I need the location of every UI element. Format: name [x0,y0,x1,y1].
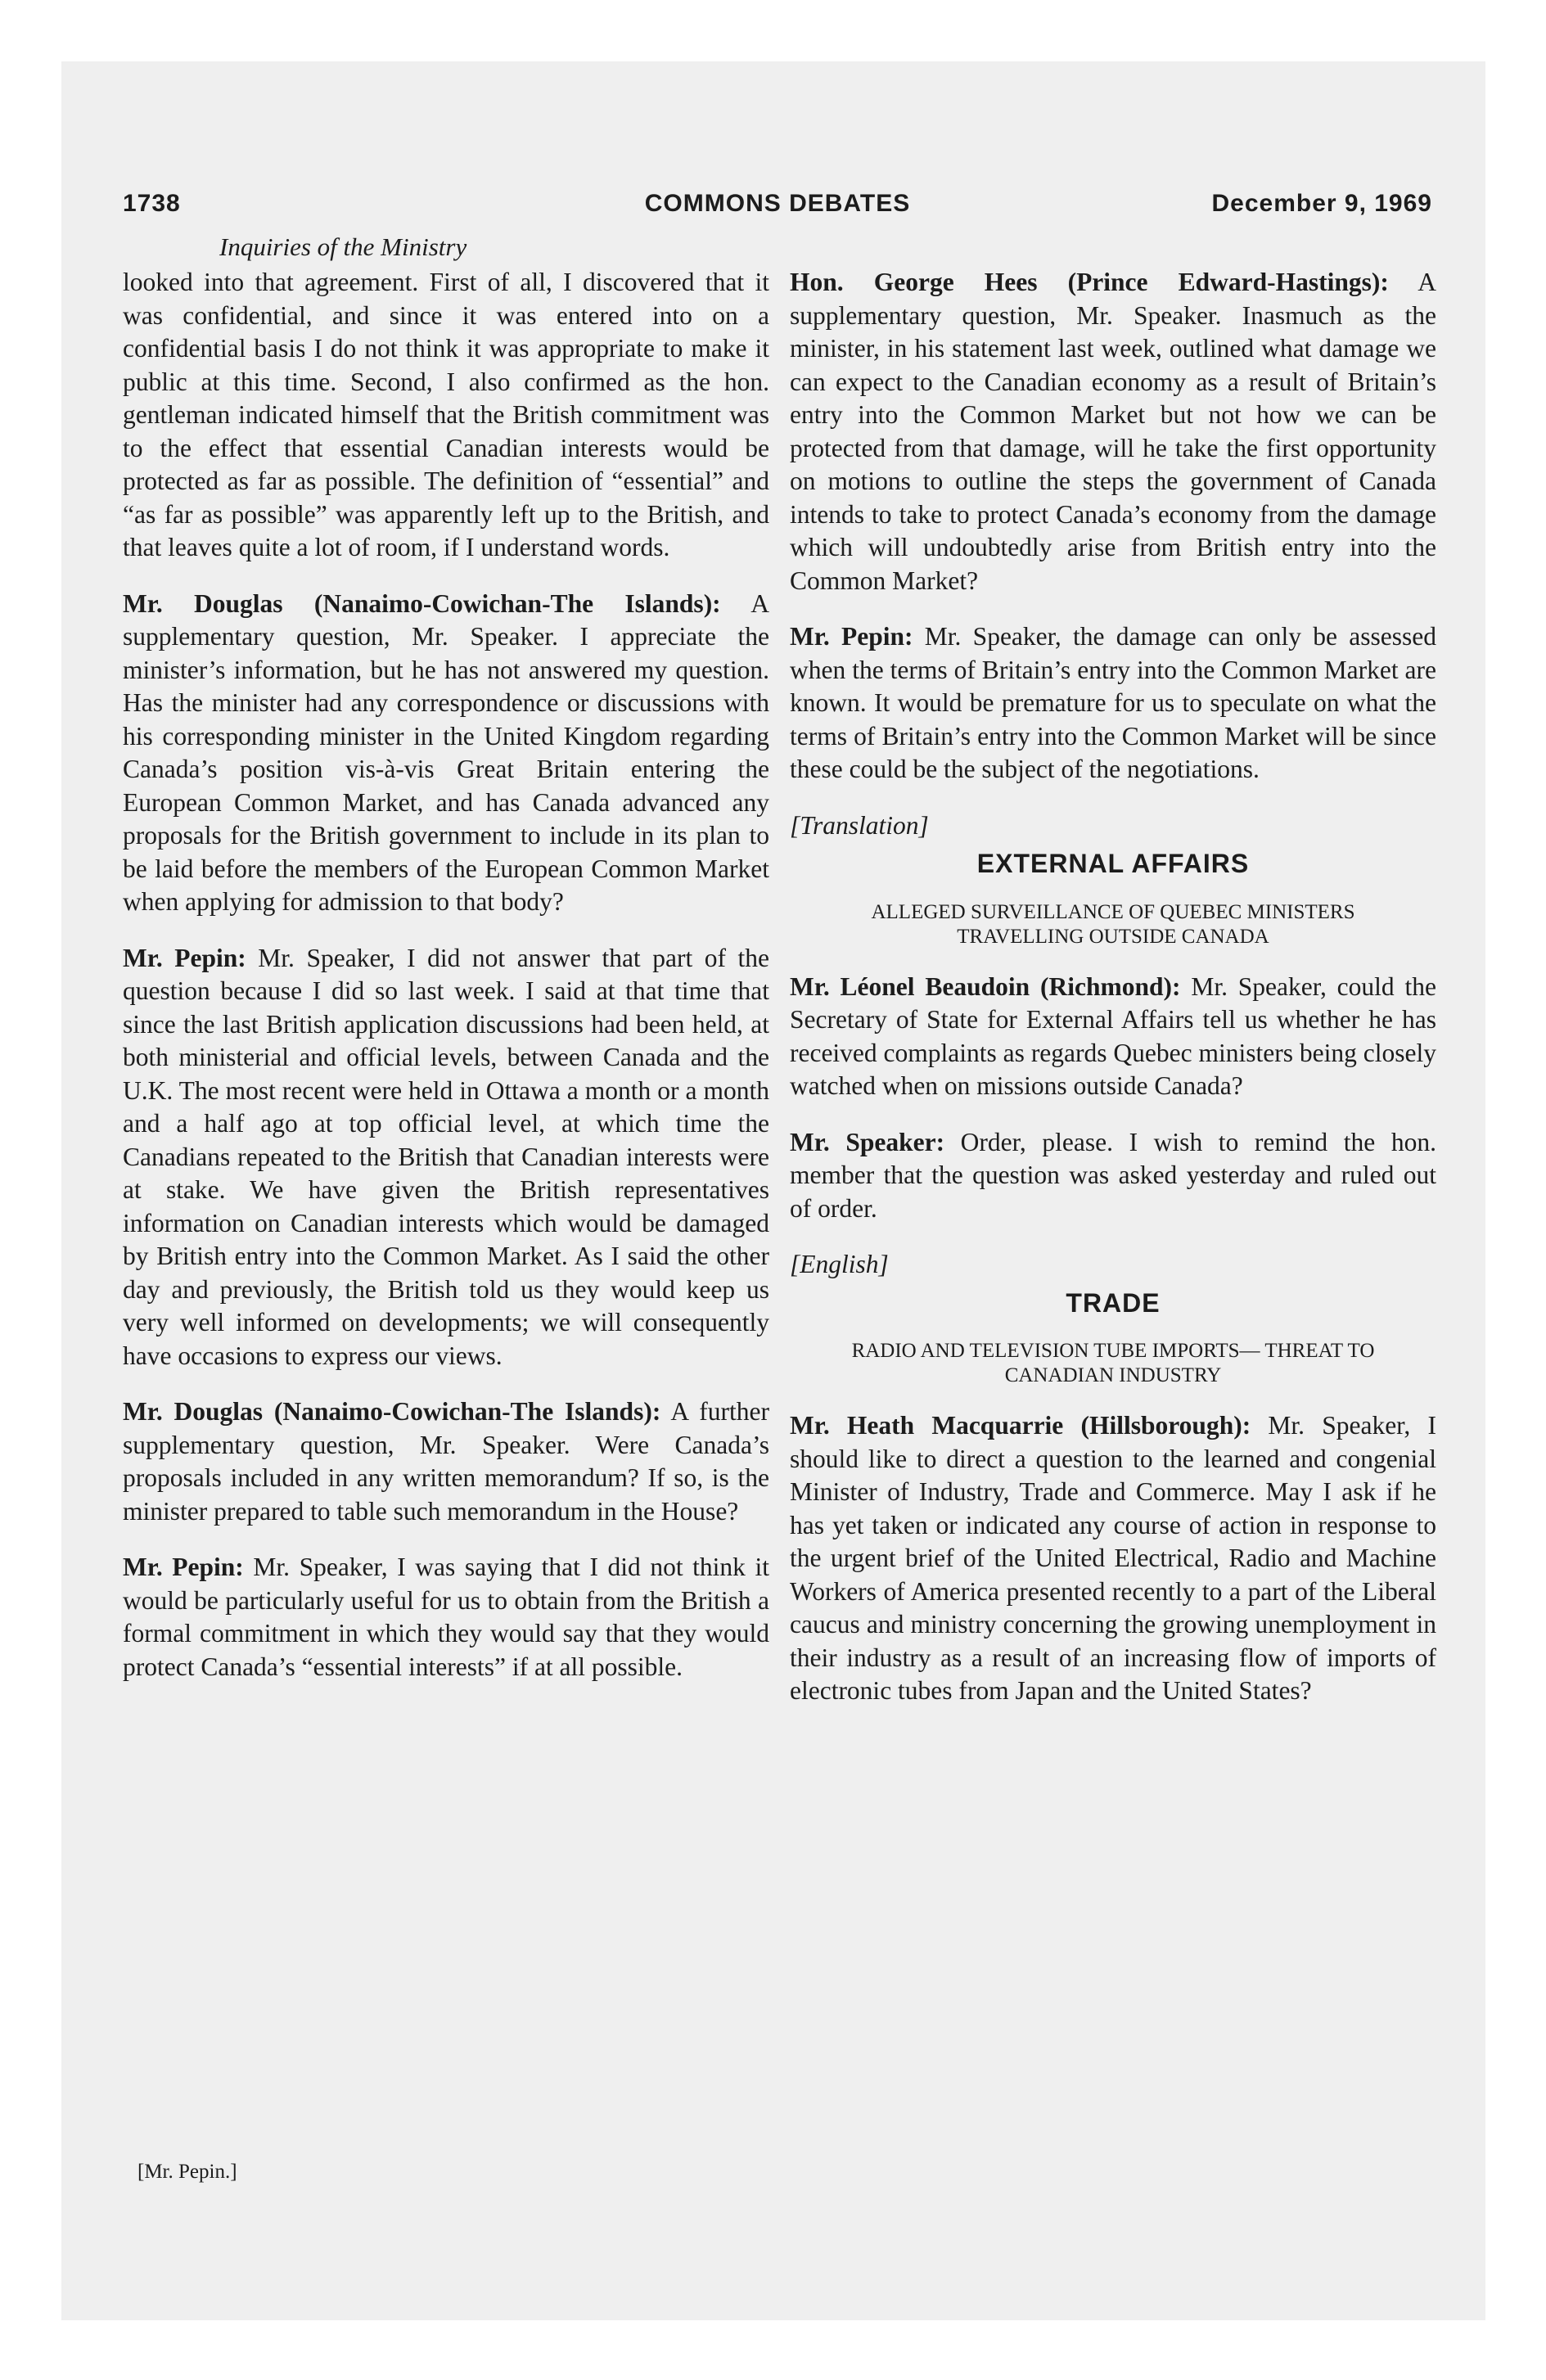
paragraph [123,1551,769,1684]
paragraph-text: Order, please. I wish to remind the hon. member that the question was asked yesterday and ruled out of order. [790,1127,1437,1223]
running-head: Inquiries of the Ministry [219,232,467,261]
paragraph [790,971,1436,1103]
paragraph-text: Mr. Speaker, I was saying that I did not think it would be particularly useful for us to obtain from the British a formal commitment in which they would say that they would protect Canada’s “essential interests” if at all possible. [123,1553,770,1681]
publication-title: COMMONS DEBATES [644,190,911,217]
speaker-name: Mr. Pepin: [123,943,246,972]
page-header [123,190,1432,231]
paragraph-text: Mr. Speaker, I did not answer that part of the question because I did so last week. I said at that time that since the last British application discussions had been held, at both ministerial and official levels, between Canada and the U.K. The most recent were held in Ottawa a month or a month and a half ago at top official level, at which time the Canadians repeated to the British that Canadian interests were at stake. We have given the British representatives information on Canadian interests which would be damaged by British entry into the Common Market. As I said the other day and previously, the British told us they would keep us very well informed on developments; we will consequently have occasions to express our views. [123,943,769,1370]
paragraph-text: A supplementary question, Mr. Speaker. I appreciate the minister’s information, but he has not answered my question. Has the minister had any correspondence or discussions with his corresponding minister in the United Kingdom regarding Canada’s position vis-à-vis Great Britain entering the European Common Market, and has Canada advanced any proposals for the British government to include in its plan to be laid before the members of the European Common Market when applying for admission to that body? [123,588,769,916]
paragraph-text: Mr. Speaker, I should like to direct a question to the learned and congenial Minister of Industry, Trade and Commerce. May I ask if he has yet taken or indicated any course of action in response to the urgent brief of the United Electrical, Radio and Machine Workers of America presented recently to a part of the Liberal caucus and ministry concerning the growing unemployment in their industry as a result of an increasing flow of imports of electronic tubes from Japan and the United States? [790,1411,1436,1705]
speaker-name: Mr. Léonel Beaudoin (Richmond): [790,971,1181,1001]
paragraph-text: A supplementary question, Mr. Speaker. Inasmuch as the minister, in his statement last week, outlined what damage we can expect to the Canadian economy as a result of Britain’s entry into the Common Market but not how we can be protected from that damage, will he take the first opportunity on motions to outline the steps the government of Canada intends to take to protect Canada’s economy from the damage which will undoubtedly arise from British entry into the Common Market? [790,268,1436,595]
speaker-name: Hon. George Hees (Prince Edward-Hastings): [790,268,1389,296]
paragraph [790,1409,1436,1708]
paragraph [790,266,1436,597]
right-column [790,266,1436,1731]
page-number: 1738 [123,190,181,217]
section-heading-external-affairs: EXTERNAL AFFAIRS [976,849,1250,878]
page-date: December 9, 1969 [1211,190,1432,217]
speaker-name: Mr. Douglas (Nanaimo-Cowichan-The Islands): [123,1397,661,1426]
paragraph [123,1395,769,1528]
speaker-name: Mr. Speaker: [790,1127,945,1156]
english-mark: [English] [790,1250,889,1278]
subheading-tube-imports: RADIO AND TELEVISION TUBE IMPORTS— THREAT TO CANADIAN INDUSTRY [851,1340,1375,1386]
paragraph [790,620,1436,787]
paragraph [123,588,769,919]
speaker-name: Mr. Heath Macquarrie (Hillsborough): [790,1411,1251,1440]
paragraph-text: Mr. Speaker, the damage can only be assessed when the terms of Britain’s entry into the Common Market are known. It would be premature for us to speculate on what the terms of Britain’s entry into the Common Market will be since these could be the subject of the negotiations. [790,622,1436,783]
speaker-name: Mr. Pepin: [790,622,913,651]
paragraph-text: looked into that agreement. First of all, I discovered that it was confidential, and since it was entered into on a confidential basis I do not think it was appropriate to make it public at this time. Second, I also confirmed as the hon. gentleman indicated himself that the British commitment was to the effect that essential Canadian interests would be protected as far as possible. The definition of “essential” and “as far as possible” was apparently left up to the British, and that leaves quite a lot of room, if I understand words. [123,268,769,561]
paragraph-text: A further supplementary question, Mr. Speaker. Were Canada’s proposals included in any written memorandum? If so, is the minister prepared to table such memorandum in the House? [123,1397,769,1526]
speaker-name: Mr. Pepin: [123,1553,244,1581]
left-column [123,266,769,1706]
paragraph [123,942,769,1373]
subheading-surveillance: ALLEGED SURVEILLANCE OF QUEBEC MINISTERS TRAVELLING OUTSIDE CANADA [871,900,1355,948]
paragraph [790,1126,1436,1226]
footer-speaker-note: [Mr. Pepin.] [137,2161,237,2183]
translation-mark: [Translation] [790,810,929,840]
speaker-name: Mr. Douglas (Nanaimo-Cowichan-The Islands): [123,588,721,618]
section-heading-trade: TRADE [1066,1287,1161,1318]
paragraph [123,266,769,565]
paragraph-text: Mr. Speaker, could the Secretary of State for External Affairs tell us whether he has received complaints as regards Quebec ministers being closely watched when on missions outside Canada? [790,971,1436,1100]
